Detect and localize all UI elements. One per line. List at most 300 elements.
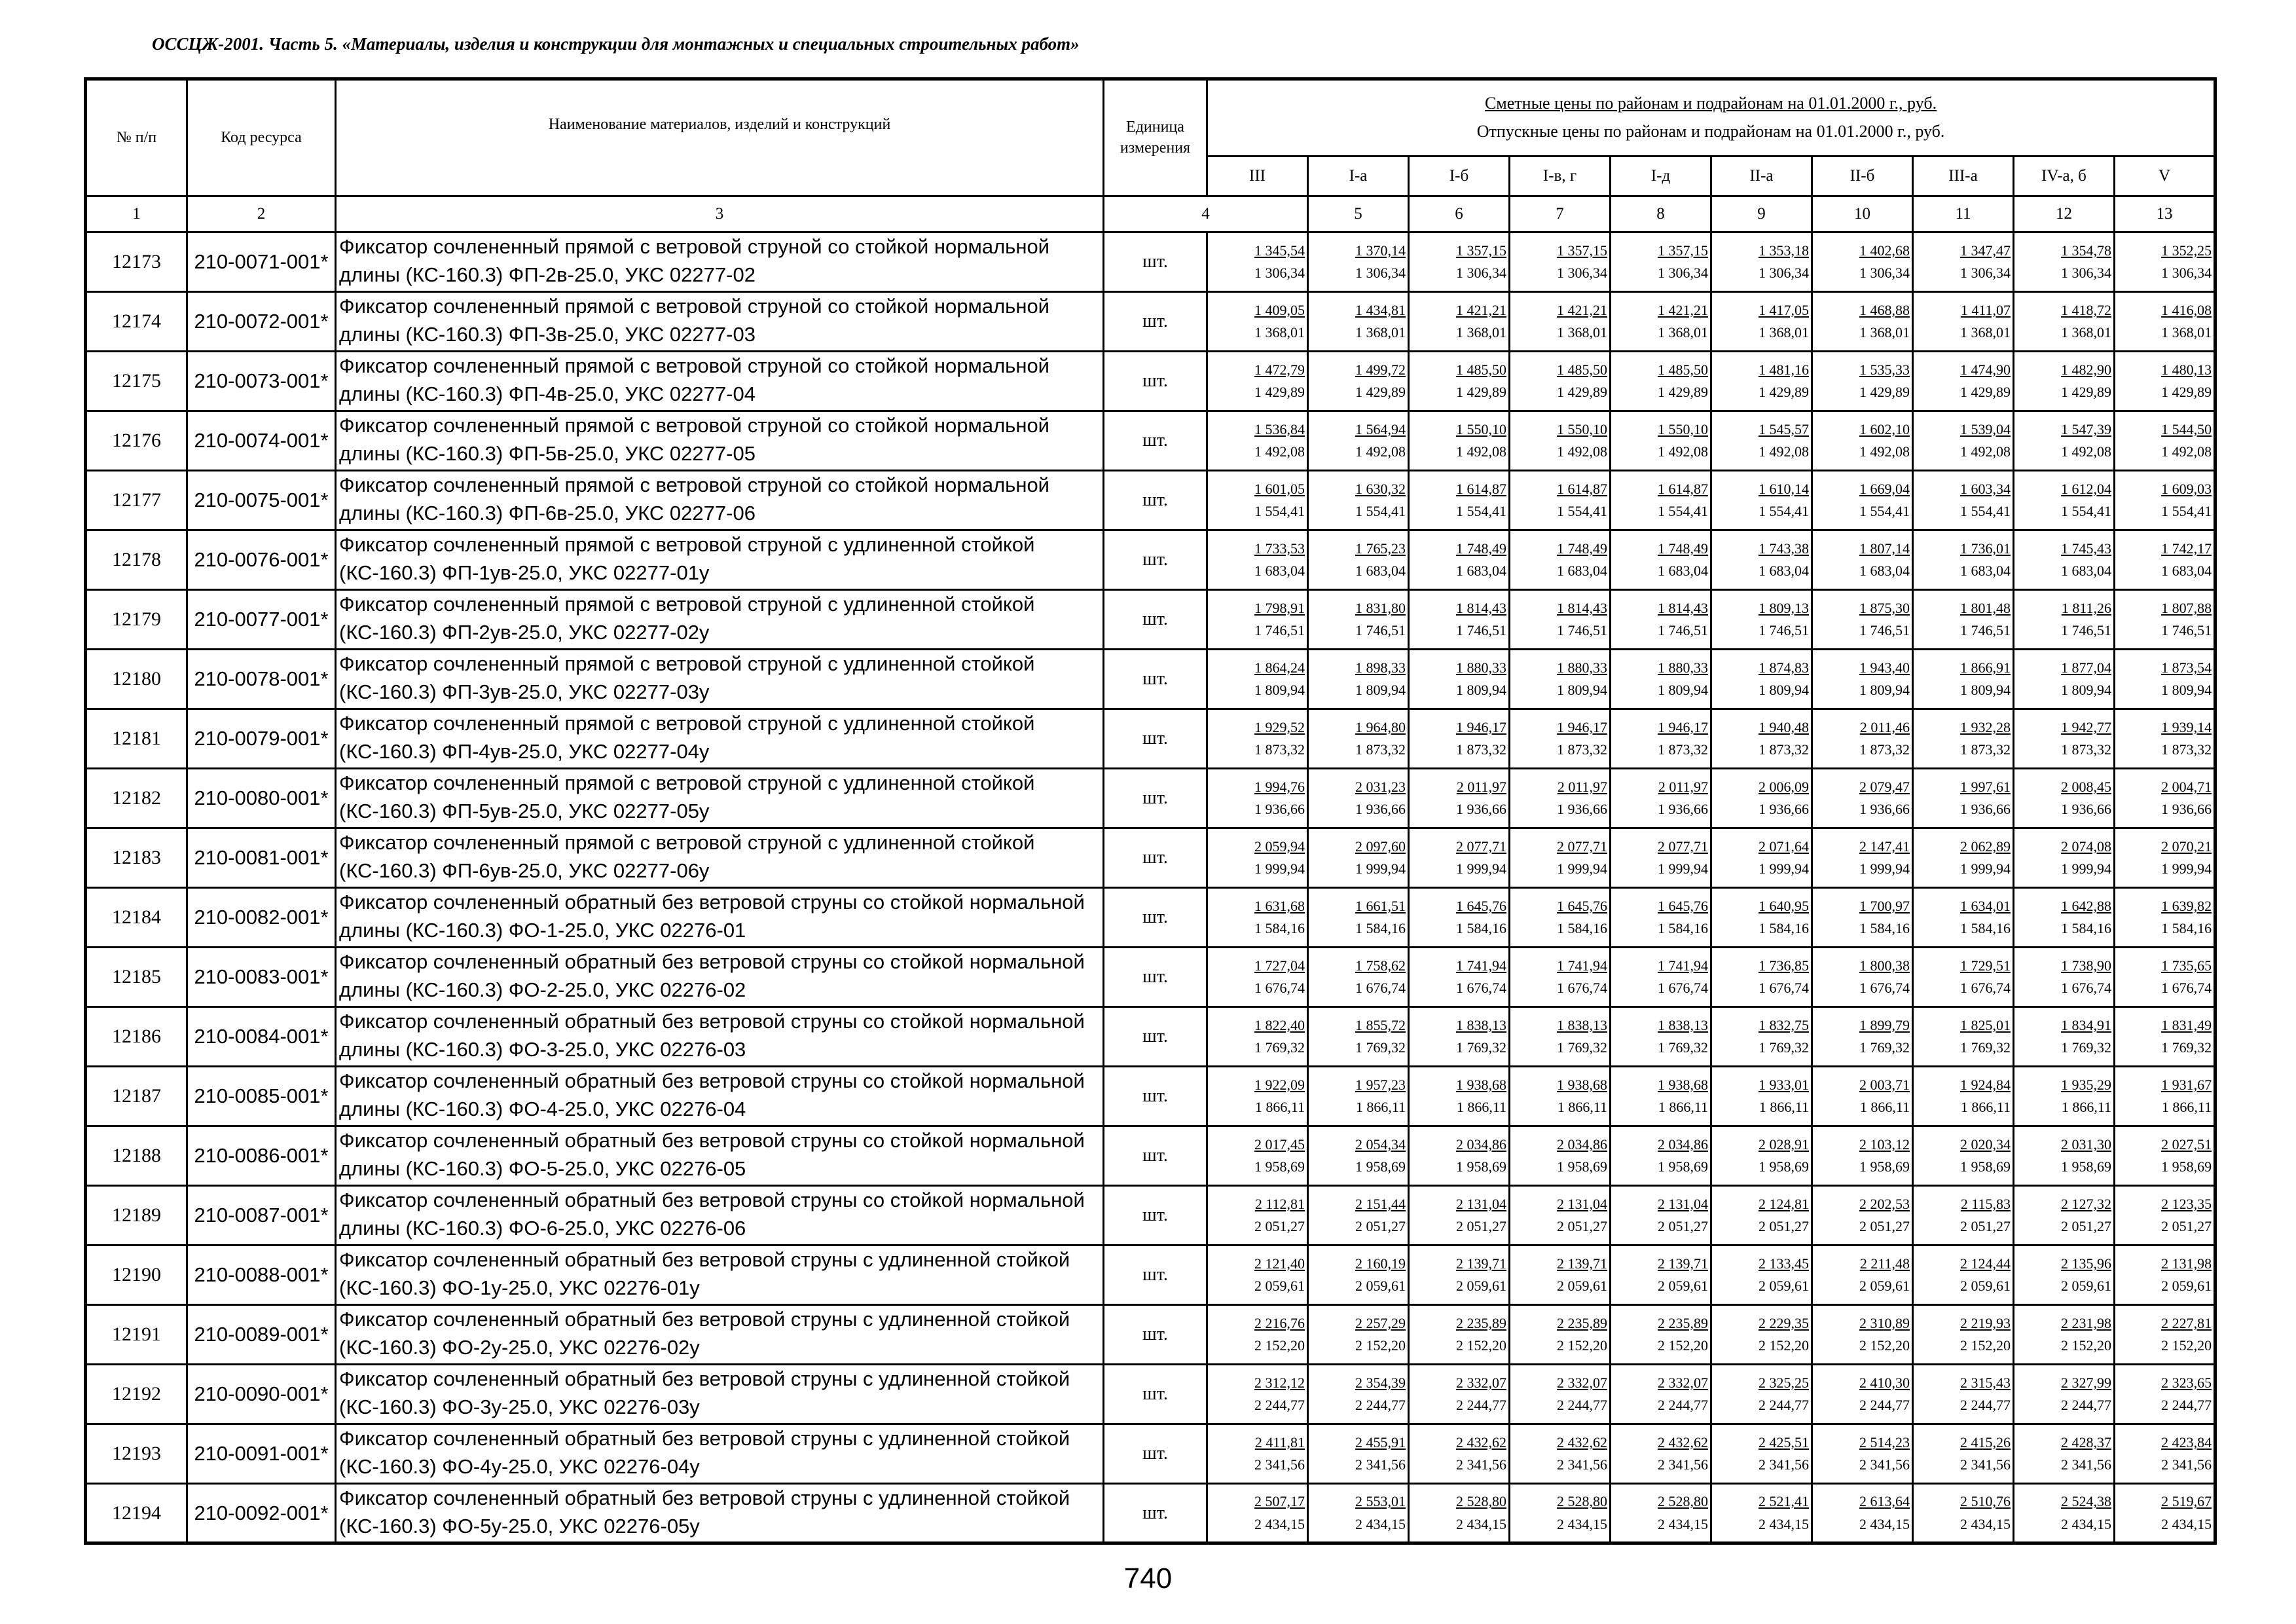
release-price: 1 936,66: [1658, 801, 1708, 817]
estimated-price: [1510, 895, 1607, 917]
estimated-price-value: 2 135,96: [2061, 1255, 2111, 1272]
estimated-price-value: 1 741,94: [1557, 957, 1607, 974]
estimated-price: [2115, 418, 2212, 441]
estimated-price: [1208, 895, 1305, 917]
release-price: 2 059,61: [1960, 1278, 2011, 1294]
release-price: 2 244,77: [2061, 1397, 2111, 1413]
estimated-price: [1712, 418, 1809, 441]
estimated-price: [1712, 1074, 1809, 1096]
estimated-price-value: 2 115,83: [1960, 1195, 2011, 1212]
estimated-price-value: 2 103,12: [1859, 1135, 1910, 1153]
release-price: 1 958,69: [1557, 1158, 1607, 1175]
estimated-price: [1813, 418, 1910, 441]
release-price: 1 683,04: [1859, 563, 1910, 579]
estimated-price-value: 2 423,84: [2161, 1433, 2212, 1450]
release-price: 1 554,41: [1859, 503, 1910, 519]
estimated-price-value: 1 357,15: [1658, 242, 1708, 259]
estimated-price-value: 2 415,26: [1960, 1433, 2011, 1450]
estimated-price: [1208, 1014, 1305, 1037]
price-cell: [1409, 1007, 1510, 1067]
estimated-price: [2014, 240, 2111, 262]
estimated-price-value: 2 011,46: [1859, 718, 1910, 735]
estimated-price: [2115, 359, 2212, 381]
estimated-price-value: 1 474,90: [1960, 361, 2011, 378]
release-price: 2 051,27: [1960, 1218, 2011, 1234]
estimated-price-value: 2 097,60: [1355, 838, 1406, 855]
estimated-price: [1410, 1074, 1506, 1096]
price-cell: [1611, 292, 1711, 352]
release-price: 1 873,32: [1658, 741, 1708, 758]
resource-code: 210-0089-001*: [187, 1305, 336, 1365]
header-region: I-д: [1611, 157, 1711, 196]
price-cell: [1913, 590, 2014, 650]
price-cell: [1409, 769, 1510, 828]
resource-code: 210-0085-001*: [187, 1067, 336, 1126]
estimated-price: [2115, 657, 2212, 679]
release-price: 1 936,66: [1960, 801, 2011, 817]
estimated-price-value: 2 034,86: [1456, 1135, 1506, 1153]
price-cell: [2115, 769, 2215, 828]
price-cell: [1207, 1007, 1308, 1067]
estimated-price: [1309, 1372, 1406, 1394]
estimated-price-value: 1 482,90: [2061, 361, 2111, 378]
release-price: 1 809,94: [1758, 682, 1809, 698]
row-number: 12191: [86, 1305, 187, 1365]
estimated-price: [2014, 359, 2111, 381]
estimated-price-value: 1 612,04: [2061, 480, 2111, 497]
resource-code: 210-0082-001*: [187, 888, 336, 948]
price-cell: [1913, 888, 2014, 948]
price-cell: [1611, 471, 1711, 530]
price-cell: [2115, 1067, 2215, 1126]
header-unit: Единица измерения: [1104, 79, 1207, 196]
material-name: Фиксатор сочлененный обратный без ветровой струны с удлиненной стойкой (КС-160.3) ФО-4у-25.0, УКС 02276-04у: [336, 1424, 1104, 1484]
estimated-price: [1914, 299, 2011, 322]
estimated-price: [1410, 776, 1506, 798]
estimated-price: [1712, 1490, 1809, 1513]
release-price: 2 341,56: [1557, 1456, 1607, 1473]
price-cell: [1207, 1246, 1308, 1305]
estimated-price: [1611, 538, 1708, 560]
release-price: 2 059,61: [1658, 1278, 1708, 1294]
estimated-price: [1712, 359, 1809, 381]
release-price: 1 866,11: [2161, 1099, 2212, 1115]
price-cell: [1711, 769, 1812, 828]
price-cell: [1913, 1126, 2014, 1186]
table-row: [86, 411, 2215, 471]
unit-of-measure: шт.: [1104, 1305, 1207, 1365]
price-cell: [1913, 1484, 2014, 1543]
header-column-number: 11: [1913, 196, 2014, 232]
release-price: 2 059,61: [1859, 1278, 1910, 1294]
price-table: [84, 77, 2217, 1545]
estimated-price: [1914, 955, 2011, 977]
release-price: 2 244,77: [1557, 1397, 1607, 1413]
price-cell: [1409, 1067, 1510, 1126]
estimated-price: [1510, 1490, 1607, 1513]
estimated-price: [1611, 1134, 1708, 1156]
release-price: 1 873,32: [1254, 741, 1305, 758]
estimated-price: [1410, 1253, 1506, 1275]
estimated-price: [1611, 1372, 1708, 1394]
price-cell: [1611, 948, 1711, 1007]
table-row: [86, 650, 2215, 709]
release-price: 1 368,01: [1456, 324, 1506, 341]
release-price: 2 434,15: [1758, 1515, 1809, 1532]
release-price: 1 866,11: [1254, 1099, 1305, 1115]
material-name: Фиксатор сочлененный прямой с ветровой струной со стойкой нормальной длины (КС-160.3) ФП-3в-25.0, УКС 02277-03: [336, 292, 1104, 352]
estimated-price: [1208, 1193, 1305, 1215]
header-region: IV-а, б: [2014, 157, 2115, 196]
price-cell: [1913, 1186, 2014, 1246]
estimated-price-value: 1 807,88: [2161, 599, 2212, 616]
price-cell: [2014, 530, 2115, 590]
estimated-price: [1611, 1312, 1708, 1335]
estimated-price: [2115, 478, 2212, 500]
running-head: ОССЦЖ-2001. Часть 5. «Материалы, изделия и конструкции для монтажных и специальных строительных работ»: [152, 34, 1080, 54]
estimated-price-value: 2 131,04: [1658, 1195, 1708, 1212]
estimated-price-value: 1 370,14: [1355, 242, 1406, 259]
price-cell: [1510, 709, 1611, 769]
price-cell: [2014, 352, 2115, 411]
price-cell: [2014, 888, 2115, 948]
price-cell: [1711, 1067, 1812, 1126]
estimated-price-value: 1 345,54: [1254, 242, 1305, 259]
price-cell: [1308, 1424, 1409, 1484]
price-cell: [2014, 590, 2115, 650]
resource-code: 210-0074-001*: [187, 411, 336, 471]
release-price: 2 244,77: [1859, 1397, 1910, 1413]
estimated-price: [1510, 955, 1607, 977]
release-price: 1 492,08: [1254, 443, 1305, 460]
price-cell: [1409, 530, 1510, 590]
release-price: 2 244,77: [1456, 1397, 1506, 1413]
estimated-price: [1309, 1193, 1406, 1215]
estimated-price: [1510, 1074, 1607, 1096]
estimated-price-value: 2 034,86: [1658, 1135, 1708, 1153]
estimated-price-value: 2 455,91: [1355, 1433, 1406, 1450]
release-price: 1 866,11: [1456, 1099, 1506, 1115]
price-cell: [1207, 650, 1308, 709]
estimated-price-value: 2 323,65: [2161, 1374, 2212, 1391]
header-column-number: 2: [187, 196, 336, 232]
estimated-price-value: 1 639,82: [2161, 897, 2212, 914]
estimated-price-value: 2 008,45: [2061, 778, 2111, 795]
price-cell: [1207, 1424, 1308, 1484]
release-price: 1 676,74: [1758, 980, 1809, 996]
release-price: 1 866,11: [1557, 1099, 1607, 1115]
release-price: 1 999,94: [1355, 860, 1406, 877]
estimated-price-value: 1 417,05: [1758, 301, 1809, 318]
price-cell: [1207, 411, 1308, 471]
release-price: 1 746,51: [1254, 622, 1305, 638]
release-price: 2 434,15: [1658, 1515, 1708, 1532]
estimated-price-value: 2 332,07: [1557, 1374, 1607, 1391]
estimated-price-value: 1 943,40: [1859, 659, 1910, 676]
release-price: 2 434,15: [2061, 1515, 2111, 1532]
estimated-price: [1813, 657, 1910, 679]
estimated-price: [1309, 418, 1406, 441]
price-cell: [1913, 411, 2014, 471]
estimated-price-value: 1 642,88: [2061, 897, 2111, 914]
estimated-price: [1914, 1490, 2011, 1513]
price-cell: [1409, 1424, 1510, 1484]
estimated-price: [1410, 1014, 1506, 1037]
estimated-price-value: 2 139,71: [1557, 1255, 1607, 1272]
release-price: 1 866,11: [1758, 1099, 1809, 1115]
estimated-price: [1813, 299, 1910, 322]
price-cell: [1510, 352, 1611, 411]
row-number: 12175: [86, 352, 187, 411]
estimated-price: [1309, 716, 1406, 739]
release-price: 1 873,32: [1557, 741, 1607, 758]
estimated-price: [1309, 1312, 1406, 1335]
price-cell: [1812, 828, 1913, 888]
estimated-price: [1712, 836, 1809, 858]
estimated-price-value: 2 315,43: [1960, 1374, 2011, 1391]
price-cell: [2115, 1126, 2215, 1186]
unit-of-measure: шт.: [1104, 948, 1207, 1007]
material-name: Фиксатор сочлененный обратный без ветровой струны со стойкой нормальной длины (КС-160.3) ФО-4-25.0, УКС 02276-04: [336, 1067, 1104, 1126]
release-price: 1 683,04: [1355, 563, 1406, 579]
estimated-price: [1510, 1372, 1607, 1394]
estimated-price: [1510, 418, 1607, 441]
price-cell: [1308, 888, 1409, 948]
estimated-price-value: 2 432,62: [1658, 1433, 1708, 1450]
release-price: 2 059,61: [2161, 1278, 2212, 1294]
estimated-price-value: 1 964,80: [1355, 718, 1406, 735]
estimated-price: [1309, 299, 1406, 322]
estimated-price: [2115, 716, 2212, 739]
estimated-price-value: 1 481,16: [1758, 361, 1809, 378]
resource-code: 210-0090-001*: [187, 1365, 336, 1424]
price-cell: [1207, 1126, 1308, 1186]
estimated-price-value: 2 011,97: [1456, 778, 1506, 795]
material-name: Фиксатор сочлененный обратный без ветровой струны с удлиненной стойкой (КС-160.3) ФО-5у-25.0, УКС 02276-05у: [336, 1484, 1104, 1543]
unit-of-measure: шт.: [1104, 828, 1207, 888]
row-number: 12185: [86, 948, 187, 1007]
price-cell: [1409, 232, 1510, 292]
estimated-price: [1410, 836, 1506, 858]
estimated-price: [1208, 1253, 1305, 1275]
estimated-price: [1309, 955, 1406, 977]
estimated-price-value: 1 536,84: [1254, 420, 1305, 437]
estimated-price: [1813, 1372, 1910, 1394]
release-price: 1 746,51: [1557, 622, 1607, 638]
price-cell: [1611, 352, 1711, 411]
estimated-price: [2014, 657, 2111, 679]
release-price: 1 746,51: [2161, 622, 2212, 638]
estimated-price-value: 2 411,81: [1254, 1433, 1305, 1450]
unit-of-measure: шт.: [1104, 1484, 1207, 1543]
estimated-price: [1914, 1312, 2011, 1335]
estimated-price: [1914, 1074, 2011, 1096]
release-price: 1 492,08: [1658, 443, 1708, 460]
estimated-price-value: 2 231,98: [2061, 1314, 2111, 1331]
estimated-price-value: 2 528,80: [1456, 1493, 1506, 1510]
release-price: 1 306,34: [1758, 265, 1809, 281]
release-price: 1 492,08: [1859, 443, 1910, 460]
estimated-price-value: 2 519,67: [2161, 1493, 2212, 1510]
header-region: I-а: [1308, 157, 1409, 196]
estimated-price: [1914, 716, 2011, 739]
estimated-price-value: 1 880,33: [1557, 659, 1607, 676]
price-cell: [1510, 590, 1611, 650]
estimated-price: [2014, 1312, 2111, 1335]
release-price: 1 866,11: [1859, 1099, 1910, 1115]
price-cell: [2115, 352, 2215, 411]
estimated-price-value: 1 929,52: [1254, 718, 1305, 735]
header-column-number: 3: [336, 196, 1104, 232]
estimated-price-value: 1 745,43: [2061, 540, 2111, 557]
price-cell: [1308, 530, 1409, 590]
estimated-price-value: 2 070,21: [2161, 838, 2212, 855]
material-name: Фиксатор сочлененный прямой с ветровой струной со стойкой нормальной длины (КС-160.3) ФП-6в-25.0, УКС 02277-06: [336, 471, 1104, 530]
row-number: 12177: [86, 471, 187, 530]
table-row: [86, 888, 2215, 948]
release-price: 1 873,32: [1456, 741, 1506, 758]
price-cell: [1308, 292, 1409, 352]
price-cell: [1611, 1246, 1711, 1305]
price-cell: [1207, 1365, 1308, 1424]
estimated-price: [1208, 657, 1305, 679]
release-price: 1 873,32: [2161, 741, 2212, 758]
resource-code: 210-0071-001*: [187, 232, 336, 292]
price-cell: [1409, 411, 1510, 471]
unit-of-measure: шт.: [1104, 1424, 1207, 1484]
estimated-price-value: 2 332,07: [1658, 1374, 1708, 1391]
price-cell: [1308, 590, 1409, 650]
price-cell: [1611, 1424, 1711, 1484]
release-price: 1 429,89: [1758, 384, 1809, 400]
price-cell: [1711, 1484, 1812, 1543]
estimated-price: [1914, 1253, 2011, 1275]
estimated-price: [1510, 1312, 1607, 1335]
release-price: 1 746,51: [1658, 622, 1708, 638]
release-price: 2 051,27: [1355, 1218, 1406, 1234]
release-price: 1 554,41: [1557, 503, 1607, 519]
estimated-price-value: 2 229,35: [1758, 1314, 1809, 1331]
estimated-price-value: 1 669,04: [1859, 480, 1910, 497]
resource-code: 210-0081-001*: [187, 828, 336, 888]
estimated-price-value: 2 028,91: [1758, 1135, 1809, 1153]
release-price: 1 584,16: [1960, 920, 2011, 936]
resource-code: 210-0088-001*: [187, 1246, 336, 1305]
release-price: 1 746,51: [2061, 622, 2111, 638]
price-cell: [1913, 530, 2014, 590]
release-price: 1 769,32: [1557, 1039, 1607, 1056]
material-name: Фиксатор сочлененный прямой с ветровой струной со стойкой нормальной длины (КС-160.3) ФП-5в-25.0, УКС 02277-05: [336, 411, 1104, 471]
release-price: 2 434,15: [1557, 1515, 1607, 1532]
estimated-price: [1611, 597, 1708, 619]
release-price: 1 936,66: [1859, 801, 1910, 817]
estimated-price-value: 2 077,71: [1658, 838, 1708, 855]
row-number: 12188: [86, 1126, 187, 1186]
estimated-price: [1712, 1134, 1809, 1156]
price-cell: [1611, 888, 1711, 948]
release-price: 2 244,77: [1254, 1397, 1305, 1413]
estimated-price-value: 1 357,15: [1456, 242, 1506, 259]
estimated-price: [1712, 538, 1809, 560]
estimated-price-value: 2 235,89: [1658, 1314, 1708, 1331]
estimated-price: [2115, 895, 2212, 917]
estimated-price: [1611, 1014, 1708, 1037]
estimated-price-value: 2 257,29: [1355, 1314, 1406, 1331]
price-cell: [1711, 650, 1812, 709]
price-cell: [1308, 948, 1409, 1007]
estimated-price-value: 1 729,51: [1960, 957, 2011, 974]
resource-code: 210-0078-001*: [187, 650, 336, 709]
unit-of-measure: шт.: [1104, 769, 1207, 828]
estimated-price-value: 1 357,15: [1557, 242, 1607, 259]
release-price: 2 341,56: [1758, 1456, 1809, 1473]
estimated-price-value: 1 421,21: [1658, 301, 1708, 318]
estimated-price-value: 1 834,91: [2061, 1016, 2111, 1033]
estimated-price: [1410, 895, 1506, 917]
estimated-price-value: 2 211,48: [1859, 1255, 1910, 1272]
estimated-price: [1712, 299, 1809, 322]
estimated-price-value: 1 353,18: [1758, 242, 1809, 259]
estimated-price-value: 1 743,38: [1758, 540, 1809, 557]
price-cell: [1409, 888, 1510, 948]
estimated-price: [1712, 1193, 1809, 1215]
estimated-price: [2115, 1134, 2212, 1156]
release-price: 1 683,04: [1456, 563, 1506, 579]
unit-of-measure: шт.: [1104, 650, 1207, 709]
release-price: 2 152,20: [1456, 1337, 1506, 1354]
price-cell: [1812, 292, 1913, 352]
release-price: 1 554,41: [1658, 503, 1708, 519]
estimated-price: [1208, 299, 1305, 322]
estimated-price: [1208, 597, 1305, 619]
header-region: III: [1207, 157, 1308, 196]
price-cell: [1510, 1186, 1611, 1246]
release-price: 2 152,20: [1355, 1337, 1406, 1354]
estimated-price-value: 2 312,12: [1254, 1374, 1305, 1391]
release-price: 2 434,15: [1859, 1515, 1910, 1532]
estimated-price: [1410, 597, 1506, 619]
estimated-price-value: 1 855,72: [1355, 1016, 1406, 1033]
estimated-price-value: 2 528,80: [1658, 1493, 1708, 1510]
estimated-price: [1208, 1312, 1305, 1335]
price-cell: [2014, 1305, 2115, 1365]
price-cell: [1308, 411, 1409, 471]
row-number: 12173: [86, 232, 187, 292]
estimated-price-value: 1 347,47: [1960, 242, 2011, 259]
header-column-number: 5: [1308, 196, 1409, 232]
price-cell: [1308, 1305, 1409, 1365]
estimated-price: [1914, 836, 2011, 858]
estimated-price-value: 1 742,17: [2161, 540, 2212, 557]
release-price: 1 746,51: [1859, 622, 1910, 638]
release-price: 1 999,94: [1960, 860, 2011, 877]
release-price: 1 999,94: [1254, 860, 1305, 877]
release-price: 1 873,32: [1758, 741, 1809, 758]
table-row: [86, 948, 2215, 1007]
header-resource-code: Код ресурса: [187, 79, 336, 196]
estimated-price-value: 1 741,94: [1456, 957, 1506, 974]
release-price: 2 434,15: [1456, 1515, 1506, 1532]
estimated-price-value: 1 811,26: [2061, 599, 2111, 616]
estimated-price: [1309, 240, 1406, 262]
release-price: 1 306,34: [1355, 265, 1406, 281]
estimated-price-value: 1 807,14: [1859, 540, 1910, 557]
estimated-price-value: 1 550,10: [1658, 420, 1708, 437]
unit-of-measure: шт.: [1104, 471, 1207, 530]
estimated-price: [1712, 955, 1809, 977]
price-cell: [1510, 1246, 1611, 1305]
resource-code: 210-0087-001*: [187, 1186, 336, 1246]
